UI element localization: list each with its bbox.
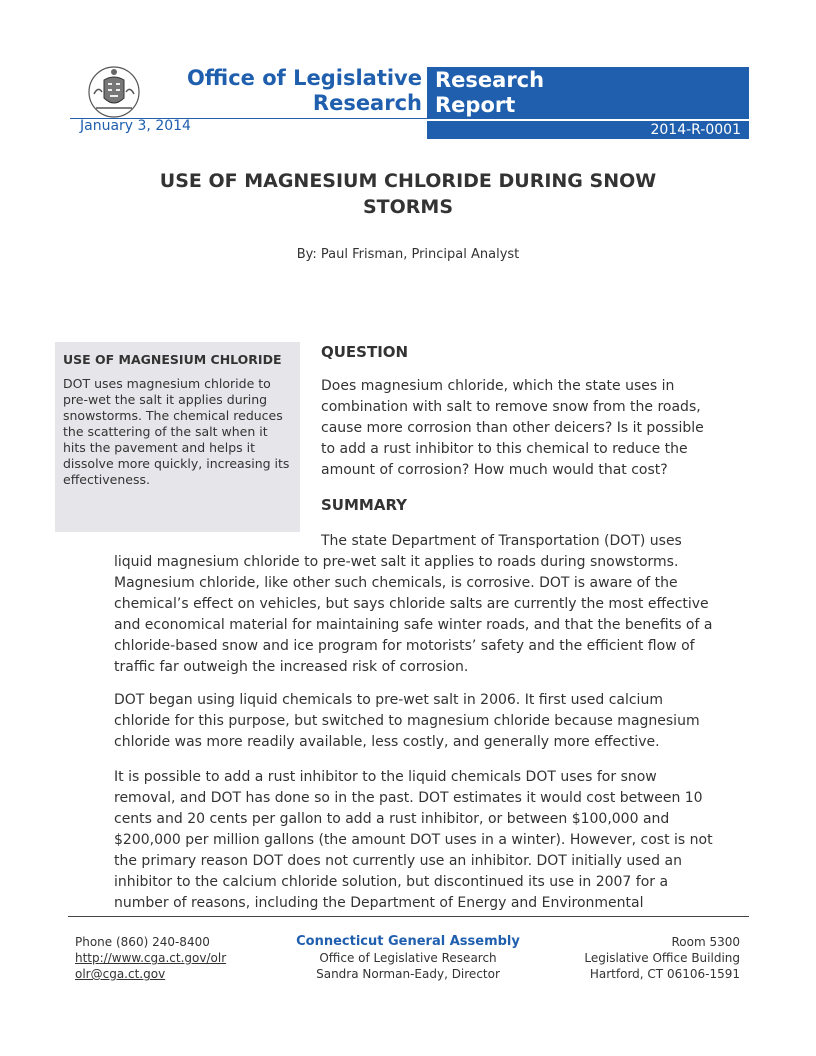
footer-room: Room 5300 — [671, 935, 740, 949]
footer-address — [560, 934, 740, 982]
footer-divider — [68, 916, 749, 917]
footer-phone: Phone (860) 240-8400 — [75, 935, 210, 949]
footer-director: Sandra Norman-Eady, Director — [316, 967, 500, 981]
report-banner-line1: Research — [435, 68, 545, 92]
footer-building: Legislative Office Building — [584, 951, 740, 965]
sidebar-text: DOT uses magnesium chloride to pre-wet the salt it applies during snowstorms. The chemical reduces the scattering of the salt when it hits the pavement and helps it dissolve more quickly, increasing its effectiveness. — [63, 376, 290, 487]
report-date: January 3, 2014 — [80, 118, 191, 134]
footer-organization — [270, 934, 546, 982]
summary-paragraph-2: DOT began using liquid chemicals to pre-wet salt in 2006. It first used calcium chloride for this purpose, but switched to magnesium chloride because magnesium chloride was more readily available, less costly, and generally more effective. — [114, 692, 700, 750]
footer-city: Hartford, CT 06106-1591 — [589, 967, 740, 981]
byline: By: Paul Frisman, Principal Analyst — [296, 247, 520, 262]
office-name — [160, 66, 422, 116]
summary-paragraph-1: liquid magnesium chloride to pre-wet salt it applies to roads during snowstorms. Magnesium chloride, like other such chemicals, is corrosive. DOT is aware of the chemical’s effect on vehicles, but says chloride salts are currently the most effective and economical material for maintaining safe winter roads, and that the benefits of a chloride-based snow and ice program for motorists’ safety and the efficient flow of traffic far outweigh the increased risk of corrosion. — [114, 554, 713, 675]
summary-paragraph-3: It is possible to add a rust inhibitor to the liquid chemicals DOT uses for snow removal, and DOT has done so in the past. DOT estimates it would cost between 10 cents and 20 cents per gallon to add a rust inhibitor, or between $100,000 and $200,000 per million gallons (the amount DOT uses in a winter). However, cost is not the primary reason DOT does not currently use an inhibitor. DOT initially used an inhibitor to the calcium chloride solution, but discontinued its use in 2007 for a number of reasons, including the Department of Energy and Environmental — [114, 769, 713, 911]
page-title-line2: STORMS — [362, 196, 454, 218]
summary-lead-text: The state Department of Transportation (DOT) uses — [321, 533, 682, 549]
office-name-line2: Research — [312, 91, 422, 115]
page-title-line1: USE OF MAGNESIUM CHLORIDE DURING SNOW — [159, 170, 657, 192]
report-number: 2014-R-0001 — [650, 122, 741, 138]
page-title — [110, 168, 706, 220]
research-report-banner — [427, 67, 749, 119]
report-banner-line2: Report — [435, 93, 516, 117]
summary-heading: SUMMARY — [321, 496, 408, 514]
summary-sidebar-box — [55, 342, 300, 532]
question-text: Does magnesium chloride, which the state uses in combination with salt to remove snow from the roads, cause more corrosion than other deicers? Is it possible to add a rust inhibitor to this chemical to reduce the amount of corrosion? How much would that cost? — [321, 378, 704, 478]
office-name-line1: Office of Legislative — [186, 66, 422, 90]
footer-website-link[interactable]: http://www.cga.ct.gov/olr — [75, 951, 227, 965]
footer-email-link[interactable]: olr@cga.ct.gov — [75, 967, 166, 981]
footer-office-name: Office of Legislative Research — [319, 951, 497, 965]
connecticut-seal-logo — [86, 64, 142, 120]
footer-contact — [75, 934, 275, 982]
footer-assembly-name: Connecticut General Assembly — [296, 934, 520, 949]
question-heading: QUESTION — [321, 343, 409, 361]
sidebar-title: USE OF MAGNESIUM CHLORIDE — [63, 352, 282, 367]
